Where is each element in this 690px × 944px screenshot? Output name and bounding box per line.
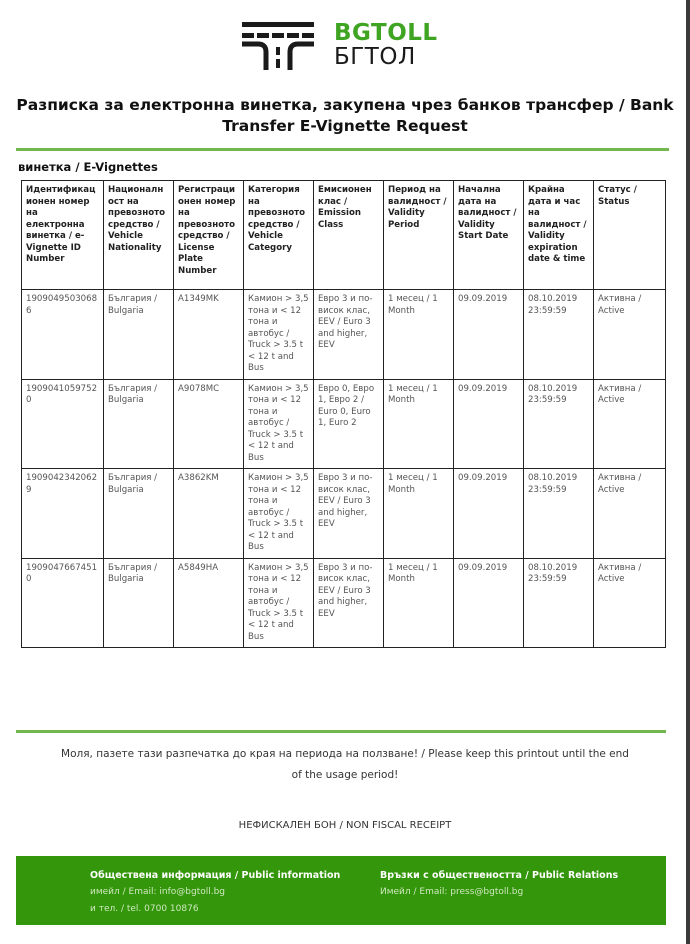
vignette-id: 19090476674510 <box>22 558 104 648</box>
validity-start: 09.09.2019 <box>454 379 524 469</box>
page-edge <box>686 0 690 944</box>
public-info-email: имейл / Email: info@bgtoll.bg <box>90 887 226 897</box>
validity-period: 1 месец / 1 Month <box>384 379 454 469</box>
validity-expiration: 08.10.2019 23:59:59 <box>524 469 594 559</box>
validity-expiration: 08.10.2019 23:59:59 <box>524 558 594 648</box>
public-relations-email: Имейл / Email: press@bgtoll.bg <box>380 887 524 897</box>
validity-start: 09.09.2019 <box>454 469 524 559</box>
public-info-heading: Обществена информация / Public information <box>90 870 341 881</box>
vehicle-nationality: България / Bulgaria <box>104 290 174 380</box>
vehicle-category: Камион > 3,5 тона и < 12 тона и автобус / Truck > 3.5 t < 12 t and Bus <box>244 290 314 380</box>
header-validity-start: Начална дата на валидност / Validity Start Date <box>454 181 524 290</box>
public-relations-block <box>380 868 618 901</box>
header-status: Статус / Status <box>594 181 666 290</box>
table-row <box>22 379 666 469</box>
document-title: Разписка за електронна винетка, закупена чрез банков трансфер / Bank Transfer E-Vignette Request <box>16 96 674 135</box>
header-vehicle-nationality: Националност на превозното средство / Vehicle Nationality <box>104 181 174 290</box>
status: Активна / Active <box>594 290 666 380</box>
validity-period: 1 месец / 1 Month <box>384 469 454 559</box>
divider-bottom <box>16 730 666 733</box>
validity-start: 09.09.2019 <box>454 558 524 648</box>
header-validity-period: Период на валидност / Validity Period <box>384 181 454 290</box>
table-header-row <box>22 181 666 290</box>
vehicle-category: Камион > 3,5 тона и < 12 тона и автобус / Truck > 3.5 t < 12 t and Bus <box>244 379 314 469</box>
vehicle-nationality: България / Bulgaria <box>104 469 174 559</box>
keep-printout-notice: Моля, пазете тази разпечатка до края на периода на ползване! / Please keep this printout until the end of the usage period! <box>61 748 629 781</box>
license-plate: A5849HA <box>174 558 244 648</box>
license-plate: A9078MC <box>174 379 244 469</box>
license-plate: A1349MK <box>174 290 244 380</box>
public-relations-heading: Връзки с обществеността / Public Relations <box>380 870 619 881</box>
public-info-phone: и тел. / tel. 0700 10876 <box>90 904 199 914</box>
vignette-id: 19090495030686 <box>22 290 104 380</box>
table-row <box>22 469 666 559</box>
validity-start: 09.09.2019 <box>454 290 524 380</box>
vehicle-category: Камион > 3,5 тона и < 12 тона и автобус / Truck > 3.5 t < 12 t and Bus <box>244 558 314 648</box>
emission-class: Евро 3 и по-висок клас, EEV / Euro 3 and higher, EEV <box>314 558 384 648</box>
vignettes-table <box>21 180 666 648</box>
emission-class: Евро 0, Евро 1, Евро 2 / Euro 0, Euro 1, Euro 2 <box>314 379 384 469</box>
header-vignette-id: Идентификационен номер на електронна винетка / e-Vignette ID Number <box>22 181 104 290</box>
table-row <box>22 558 666 648</box>
emission-class: Евро 3 и по-висок клас, EEV / Euro 3 and higher, EEV <box>314 290 384 380</box>
validity-period: 1 месец / 1 Month <box>384 290 454 380</box>
vehicle-nationality: България / Bulgaria <box>104 558 174 648</box>
status: Активна / Active <box>594 379 666 469</box>
header-validity-expiration: Крайна дата и час на валидност / Validity expiration date & time <box>524 181 594 290</box>
public-info-block <box>90 868 340 918</box>
validity-expiration: 08.10.2019 23:59:59 <box>524 290 594 380</box>
table-row <box>22 290 666 380</box>
validity-expiration: 08.10.2019 23:59:59 <box>524 379 594 469</box>
divider-top <box>16 148 669 151</box>
brand-name-cyrillic: БГТОЛ <box>334 44 416 70</box>
vignette-id: 19090423420629 <box>22 469 104 559</box>
road-junction-icon <box>242 20 314 70</box>
bgtoll-logo <box>242 18 452 72</box>
status: Активна / Active <box>594 558 666 648</box>
validity-period: 1 месец / 1 Month <box>384 558 454 648</box>
vignette-id: 19090410597520 <box>22 379 104 469</box>
vehicle-nationality: България / Bulgaria <box>104 379 174 469</box>
brand-name-latin: BGTOLL <box>334 20 438 46</box>
emission-class: Евро 3 и по-висок клас, EEV / Euro 3 and higher, EEV <box>314 469 384 559</box>
contact-footer <box>16 856 666 925</box>
non-fiscal-receipt-label: НЕФИСКАЛЕН БОН / NON FISCAL RECEIPT <box>238 820 452 831</box>
header-emission-class: Емисионен клас / Emission Class <box>314 181 384 290</box>
section-label: винетка / E-Vignettes <box>18 160 158 174</box>
status: Активна / Active <box>594 469 666 559</box>
header-vehicle-category: Категория на превозното средство / Vehicle Category <box>244 181 314 290</box>
vehicle-category: Камион > 3,5 тона и < 12 тона и автобус / Truck > 3.5 t < 12 t and Bus <box>244 469 314 559</box>
header-license-plate: Регистрационен номер на превозното средство / License Plate Number <box>174 181 244 290</box>
license-plate: A3862KM <box>174 469 244 559</box>
